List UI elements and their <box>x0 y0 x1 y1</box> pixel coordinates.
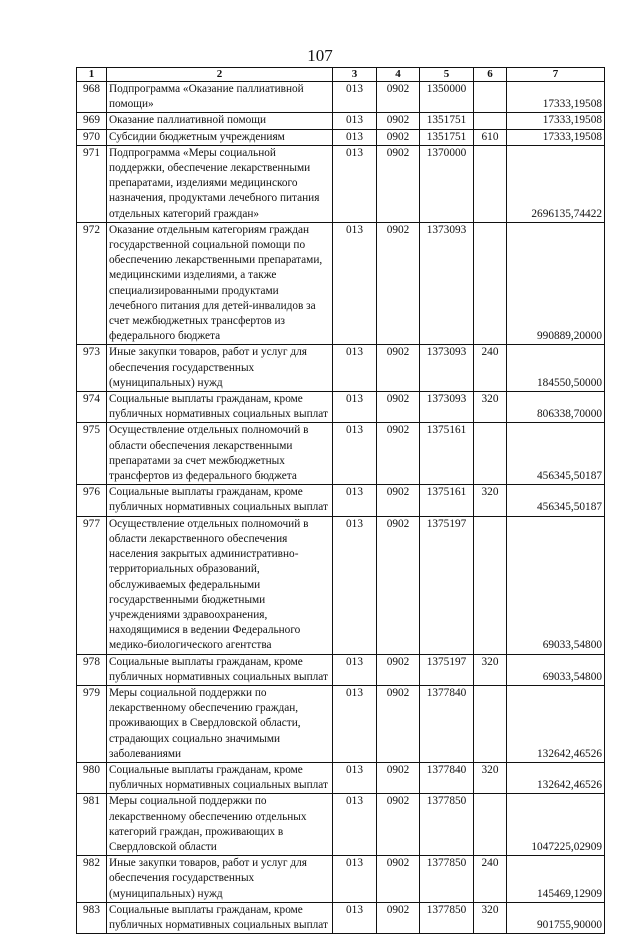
cell-section: 0902 <box>377 82 420 113</box>
cell-amount: 1047225,02909 <box>507 794 605 856</box>
cell-row-number: 981 <box>77 794 107 856</box>
cell-expense-type: 610 <box>474 129 507 145</box>
cell-code: 013 <box>333 485 377 516</box>
cell-amount: 456345,50187 <box>507 485 605 516</box>
cell-section: 0902 <box>377 222 420 345</box>
cell-expense-type: 320 <box>474 902 507 933</box>
cell-target: 1373093 <box>420 392 474 423</box>
cell-target: 1377850 <box>420 856 474 903</box>
cell-code: 013 <box>333 145 377 222</box>
header-row <box>77 68 605 82</box>
table-row <box>77 902 605 933</box>
cell-target: 1377840 <box>420 762 474 793</box>
cell-amount: 69033,54800 <box>507 654 605 685</box>
table-row <box>77 654 605 685</box>
table-row <box>77 516 605 654</box>
cell-code: 013 <box>333 222 377 345</box>
cell-section: 0902 <box>377 516 420 654</box>
cell-row-number: 982 <box>77 856 107 903</box>
cell-name: Социальные выплаты гражданам, кроме публичных нормативных социальных выплат <box>107 392 333 423</box>
cell-code: 013 <box>333 856 377 903</box>
cell-expense-type: 240 <box>474 856 507 903</box>
cell-code: 013 <box>333 762 377 793</box>
cell-row-number: 977 <box>77 516 107 654</box>
cell-row-number: 978 <box>77 654 107 685</box>
cell-section: 0902 <box>377 794 420 856</box>
cell-target: 1351751 <box>420 113 474 129</box>
table-row <box>77 129 605 145</box>
header-cell-name: 2 <box>107 68 333 82</box>
cell-target: 1373093 <box>420 345 474 392</box>
cell-name: Оказание паллиативной помощи <box>107 113 333 129</box>
cell-section: 0902 <box>377 423 420 485</box>
cell-name: Иные закупки товаров, работ и услуг для обеспечения государственных (муниципальных) нужд <box>107 856 333 903</box>
cell-expense-type: 320 <box>474 762 507 793</box>
cell-expense-type: 320 <box>474 654 507 685</box>
cell-code: 013 <box>333 345 377 392</box>
cell-target: 1375161 <box>420 485 474 516</box>
cell-amount: 184550,50000 <box>507 345 605 392</box>
cell-amount: 132642,46526 <box>507 762 605 793</box>
budget-table <box>76 67 605 934</box>
cell-expense-type <box>474 516 507 654</box>
header-cell-expense-type: 6 <box>474 68 507 82</box>
cell-amount: 901755,90000 <box>507 902 605 933</box>
cell-name: Иные закупки товаров, работ и услуг для обеспечения государственных (муниципальных) нужд <box>107 345 333 392</box>
cell-target: 1377850 <box>420 794 474 856</box>
cell-row-number: 975 <box>77 423 107 485</box>
table-row <box>77 145 605 222</box>
cell-name: Подпрограмма «Меры социальной поддержки, обеспечение лекарственными препаратами, изделиями медицинского назначения, продуктами лечебного питания отдельных категорий граждан» <box>107 145 333 222</box>
cell-section: 0902 <box>377 345 420 392</box>
cell-amount: 990889,20000 <box>507 222 605 345</box>
cell-section: 0902 <box>377 856 420 903</box>
cell-name: Социальные выплаты гражданам, кроме публичных нормативных социальных выплат <box>107 654 333 685</box>
cell-expense-type <box>474 794 507 856</box>
cell-expense-type: 240 <box>474 345 507 392</box>
cell-section: 0902 <box>377 485 420 516</box>
cell-code: 013 <box>333 129 377 145</box>
cell-amount: 145469,12909 <box>507 856 605 903</box>
cell-row-number: 970 <box>77 129 107 145</box>
cell-amount: 132642,46526 <box>507 685 605 762</box>
cell-row-number: 971 <box>77 145 107 222</box>
cell-code: 013 <box>333 902 377 933</box>
cell-row-number: 974 <box>77 392 107 423</box>
cell-code: 013 <box>333 82 377 113</box>
table-row <box>77 345 605 392</box>
cell-row-number: 968 <box>77 82 107 113</box>
cell-code: 013 <box>333 423 377 485</box>
cell-amount: 17333,19508 <box>507 82 605 113</box>
cell-row-number: 983 <box>77 902 107 933</box>
header-cell-section: 4 <box>377 68 420 82</box>
cell-name: Осуществление отдельных полномочий в области лекарственного обеспечения населения закрытых административно-территориальных образований, обслуживаемых федеральными государственными бюджетными учреждениями здравоохранения, находящимися в ведении Федерального медико-биологического агентства <box>107 516 333 654</box>
header-cell-code: 3 <box>333 68 377 82</box>
cell-expense-type: 320 <box>474 392 507 423</box>
header-cell-amount: 7 <box>507 68 605 82</box>
table-row <box>77 762 605 793</box>
cell-name: Социальные выплаты гражданам, кроме публичных нормативных социальных выплат <box>107 485 333 516</box>
cell-target: 1375197 <box>420 516 474 654</box>
cell-amount: 456345,50187 <box>507 423 605 485</box>
cell-target: 1375161 <box>420 423 474 485</box>
cell-name: Меры социальной поддержки по лекарственному обеспечению граждан, проживающих в Свердловской области, страдающих социально значимыми заболеваниями <box>107 685 333 762</box>
cell-section: 0902 <box>377 145 420 222</box>
cell-code: 013 <box>333 516 377 654</box>
cell-target: 1373093 <box>420 222 474 345</box>
cell-amount: 17333,19508 <box>507 129 605 145</box>
cell-name: Оказание отдельным категориям граждан государственной социальной помощи по обеспечению лекарственными препаратами, медицинскими изделиями, а также специализированными продуктами лечебного питания для детей-инвалидов за счет межбюджетных трансфертов из федерального бюджета <box>107 222 333 345</box>
cell-expense-type <box>474 685 507 762</box>
page-number: 107 <box>307 46 333 65</box>
cell-name: Подпрограмма «Оказание паллиативной помощи» <box>107 82 333 113</box>
table-row <box>77 794 605 856</box>
table-row <box>77 485 605 516</box>
table-row <box>77 423 605 485</box>
cell-expense-type <box>474 113 507 129</box>
cell-row-number: 976 <box>77 485 107 516</box>
cell-amount: 806338,70000 <box>507 392 605 423</box>
cell-code: 013 <box>333 392 377 423</box>
cell-section: 0902 <box>377 654 420 685</box>
table-row <box>77 392 605 423</box>
cell-name: Социальные выплаты гражданам, кроме публичных нормативных социальных выплат <box>107 902 333 933</box>
cell-section: 0902 <box>377 392 420 423</box>
header-cell-target: 5 <box>420 68 474 82</box>
table-row <box>77 222 605 345</box>
cell-amount: 17333,19508 <box>507 113 605 129</box>
cell-expense-type <box>474 222 507 345</box>
cell-code: 013 <box>333 685 377 762</box>
table-row <box>77 82 605 113</box>
cell-section: 0902 <box>377 902 420 933</box>
cell-name: Осуществление отдельных полномочий в области обеспечения лекарственными препаратами за счет межбюджетных трансфертов из федерального бюджета <box>107 423 333 485</box>
cell-section: 0902 <box>377 762 420 793</box>
cell-code: 013 <box>333 654 377 685</box>
cell-amount: 2696135,74422 <box>507 145 605 222</box>
cell-row-number: 973 <box>77 345 107 392</box>
cell-target: 1351751 <box>420 129 474 145</box>
cell-code: 013 <box>333 113 377 129</box>
cell-expense-type <box>474 145 507 222</box>
table-row <box>77 113 605 129</box>
cell-target: 1377840 <box>420 685 474 762</box>
cell-target: 1350000 <box>420 82 474 113</box>
cell-target: 1375197 <box>420 654 474 685</box>
cell-expense-type <box>474 423 507 485</box>
table-row <box>77 685 605 762</box>
cell-row-number: 969 <box>77 113 107 129</box>
cell-section: 0902 <box>377 113 420 129</box>
cell-section: 0902 <box>377 685 420 762</box>
cell-row-number: 972 <box>77 222 107 345</box>
cell-code: 013 <box>333 794 377 856</box>
cell-name: Субсидии бюджетным учреждениям <box>107 129 333 145</box>
cell-row-number: 979 <box>77 685 107 762</box>
cell-name: Меры социальной поддержки по лекарственному обеспечению отдельных категорий граждан, проживающих в Свердловской области <box>107 794 333 856</box>
cell-row-number: 980 <box>77 762 107 793</box>
cell-expense-type <box>474 82 507 113</box>
cell-section: 0902 <box>377 129 420 145</box>
table-row <box>77 856 605 903</box>
cell-name: Социальные выплаты гражданам, кроме публичных нормативных социальных выплат <box>107 762 333 793</box>
cell-expense-type: 320 <box>474 485 507 516</box>
header-cell-row-number: 1 <box>77 68 107 82</box>
cell-target: 1370000 <box>420 145 474 222</box>
cell-target: 1377850 <box>420 902 474 933</box>
cell-amount: 69033,54800 <box>507 516 605 654</box>
